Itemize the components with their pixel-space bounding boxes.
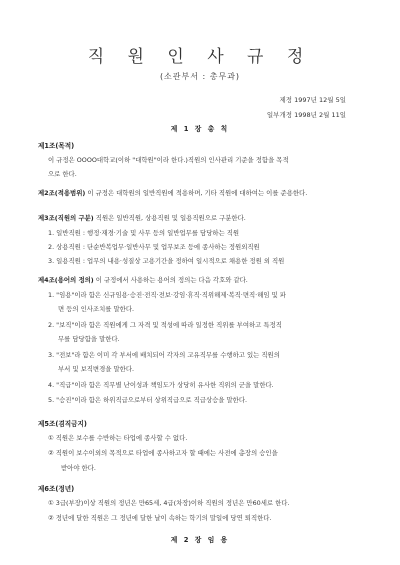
article-1-line-1: 이 규정은 OOOO대학교(이하 "대학원"이라 한다.)직원의 인사관리 기준을 정함을 목적 [48,156,289,164]
article-5-line: ② 직원이 보수이외의 목적으로 타업에 종사하고자 할 때에는 사전에 총장의 승인을 [48,449,278,457]
article-1-line-2: 으로 한다. [48,170,77,178]
chapter-1-heading: 제 1 장 총 칙 [170,125,230,133]
article-6-heading: 제6조(정년) [38,485,75,493]
article-1-heading: 제1조(목적) [38,142,75,150]
article-3-item: 1. 일반직원 : 행정·재경·기술 및 사무 등의 일반업무를 담당하는 직원 [48,229,240,237]
article-3-item: 2. 상용직원 : 단순반복업무·일반사무 및 업무보조 등에 종사하는 정원외직원 [48,243,260,251]
article-2 [38,188,307,197]
article-5-line: 받아야 한다. [61,464,96,472]
article-3 [38,213,246,222]
enactment-date: 제정 1997년 12월 5일 [279,96,346,104]
article-4-line: 면 등의 인사조치를 말한다. [58,305,135,313]
document-subtitle: (소관부서 : 총무과) [159,72,241,81]
article-4-line: 1. "임용"이라 함은 신규임용·승진·전직·전보·강임·휴직·직위해제·복직·면직·해임 및 파 [48,291,286,299]
article-4-line: 부서 및 보직변경을 말한다. [58,365,135,373]
article-4 [38,275,248,284]
document-dates [267,93,346,123]
article-4-text: 이 규정에서 사용하는 용어의 정의는 다음 각호와 같다. [93,276,248,284]
article-6-line: ① 3급(부장)이상 직원의 정년은 만65세, 4급(차장)이하 직원의 정년은 만60세로 한다. [48,499,290,507]
article-4-line: 5. "승진"이라 함은 하위직급으로부터 상위직급으로 직급상승을 말한다. [48,396,248,404]
article-5-heading: 제5조(겸직금지) [38,420,87,428]
article-2-heading: 제2조(적용범위) [38,189,86,197]
article-4-line: 2. "보직"이라 함은 직원에게 그 자격 및 적성에 따라 일정한 직위를 부여하고 특정직 [48,321,282,329]
article-4-line: 무를 담당함을 말한다. [58,335,120,343]
article-4-line: 3. "전보"라 함은 이미 각 부서에 배치되어 각자의 고유직무를 수행하고 있는 직원의 [48,351,280,359]
article-3-heading: 제3조(직원의 구분) [38,214,94,222]
article-3-item: 3. 일용직원 : 업무의 내용·성질상 고용기간을 정하여 일시적으로 채용한 정원 외 직원 [48,257,285,265]
article-4-heading: 제4조(용어의 정의) [38,276,94,284]
article-5-line: ① 직원은 보수를 수반하는 타업에 종사할 수 없다. [48,434,188,442]
amendment-date: 일부개정 1998년 2월 11일 [266,111,346,119]
chapter-2-heading: 제 2 장 임 용 [170,536,230,544]
article-6-line: ② 정년에 달한 직원은 그 정년에 달한 날이 속하는 학기의 말일에 당연 퇴직한다. [48,514,272,522]
article-2-text: 이 규정은 대학원의 일반직원에 적용하며, 기타 직원에 대하여는 이를 준용한다. [85,189,308,197]
article-4-line: 4. "직급"이라 함은 직무별 난이성과 책임도가 상당히 유사한 직위의 군을 말한다. [48,381,274,389]
document-title: 직 원 인 사 규 정 [87,47,313,67]
article-3-text: 직원은 일반직원, 상용직원 및 일용직원으로 구분한다. [93,214,246,222]
